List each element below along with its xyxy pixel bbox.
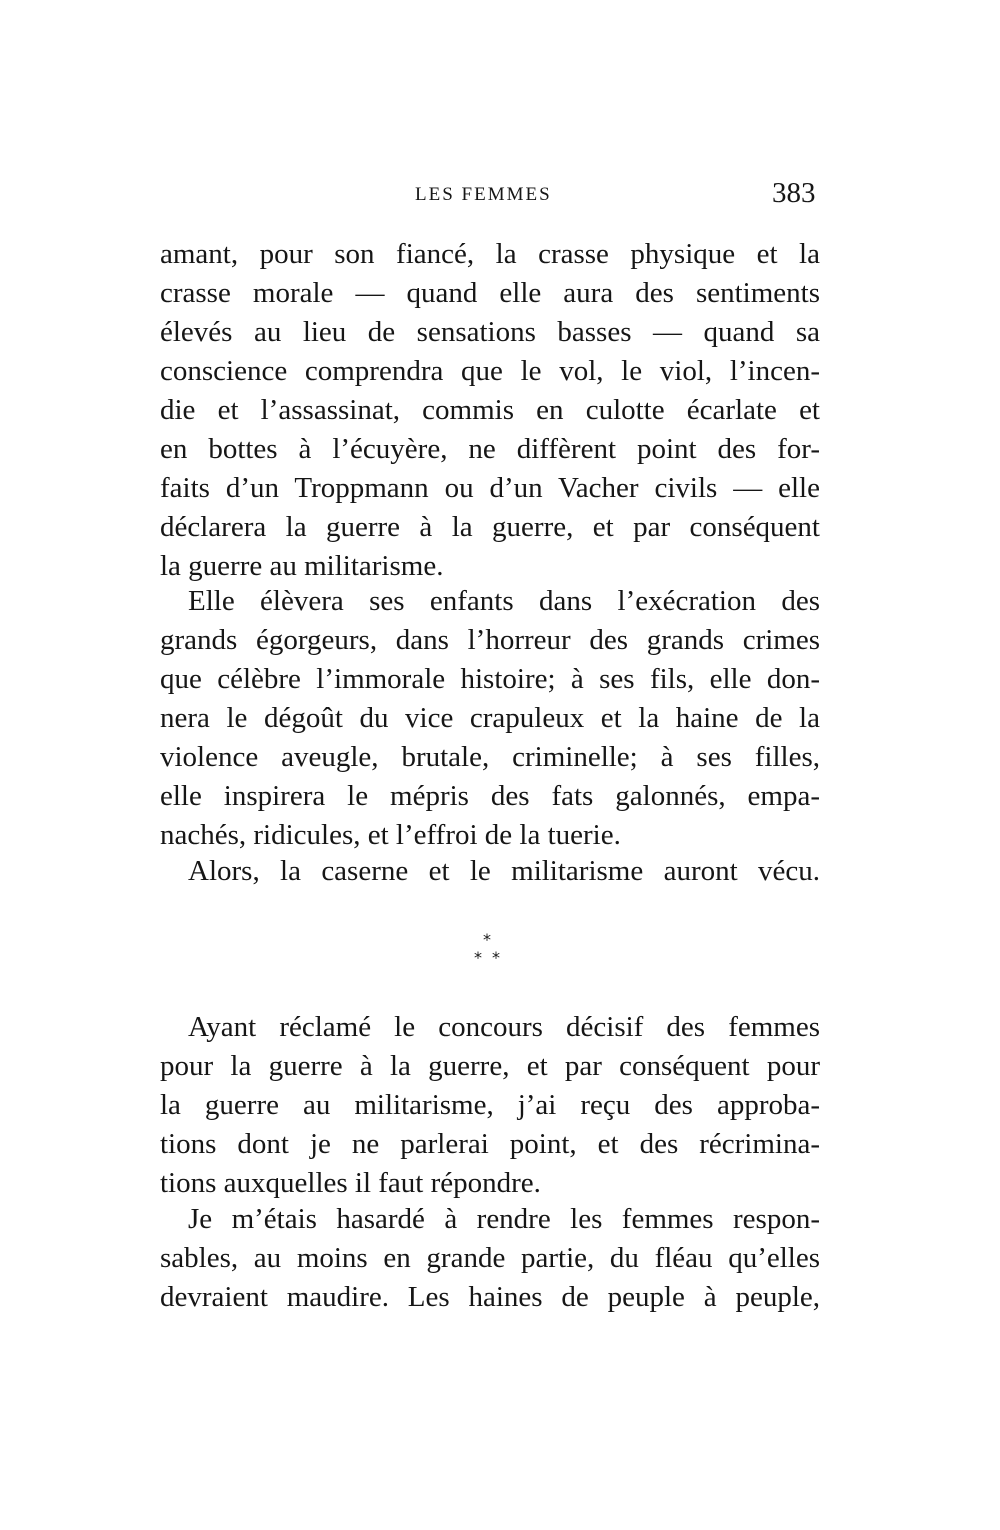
text-line: grands égorgeurs, dans l’horreur des grands crimes bbox=[160, 624, 820, 656]
paragraph-2 bbox=[160, 582, 820, 855]
paragraph-5 bbox=[160, 1200, 820, 1317]
text-line: élevés au lieu de sensations basses — quand sa bbox=[160, 316, 820, 348]
text-line: que célèbre l’immorale histoire; à ses fils, elle don- bbox=[160, 663, 820, 695]
text-line: crasse morale — quand elle aura des sentiments bbox=[160, 277, 820, 309]
text-line: pour la guerre à la guerre, et par conséquent pour bbox=[160, 1050, 820, 1082]
text-line: Elle élèvera ses enfants dans l’exécration des bbox=[188, 585, 820, 617]
text-line: sables, au moins en grande partie, du fléau qu’elles bbox=[160, 1242, 820, 1274]
page-number: 383 bbox=[772, 177, 816, 209]
text-line: nachés, ridicules, et l’effroi de la tuerie. bbox=[160, 819, 621, 851]
paragraph-4 bbox=[160, 1008, 820, 1203]
text-line: nera le dégoût du vice crapuleux et la haine de la bbox=[160, 702, 820, 734]
text-line: déclarera la guerre à la guerre, et par conséquent bbox=[160, 511, 820, 543]
text-line: la guerre au militarisme. bbox=[160, 550, 444, 582]
paragraph-1 bbox=[160, 235, 820, 586]
text-line: violence aveugle, brutale, criminelle; à ses filles, bbox=[160, 741, 820, 773]
section-separator bbox=[472, 930, 508, 970]
text-line: Je m’étais hasardé à rendre les femmes respon- bbox=[188, 1203, 820, 1235]
text-line: amant, pour son fiancé, la crasse physique et la bbox=[160, 238, 820, 270]
running-head: LES FEMMES bbox=[415, 184, 552, 205]
paragraph-3 bbox=[160, 852, 820, 891]
asterisk-mark: * bbox=[492, 948, 500, 967]
text-line: en bottes à l’écuyère, ne diffèrent point des for- bbox=[160, 433, 820, 465]
asterisk-mark: * bbox=[474, 948, 482, 967]
text-line: Alors, la caserne et le militarisme auront vécu. bbox=[188, 855, 820, 887]
text-line: tions dont je ne parlerai point, et des récrimina- bbox=[160, 1128, 820, 1160]
text-line: die et l’assassinat, commis en culotte écarlate et bbox=[160, 394, 820, 426]
text-line: Ayant réclamé le concours décisif des femmes bbox=[188, 1011, 820, 1043]
asterisk-mark: * bbox=[483, 930, 491, 949]
text-line: la guerre au militarisme, j’ai reçu des approba- bbox=[160, 1089, 820, 1121]
text-line: elle inspirera le mépris des fats galonnés, empa- bbox=[160, 780, 820, 812]
text-line: tions auxquelles il faut répondre. bbox=[160, 1167, 541, 1199]
text-line: conscience comprendra que le vol, le viol, l’incen- bbox=[160, 355, 820, 387]
text-line: devraient maudire. Les haines de peuple à peuple, bbox=[160, 1281, 820, 1313]
text-line: faits d’un Troppmann ou d’un Vacher civils — elle bbox=[160, 472, 820, 504]
